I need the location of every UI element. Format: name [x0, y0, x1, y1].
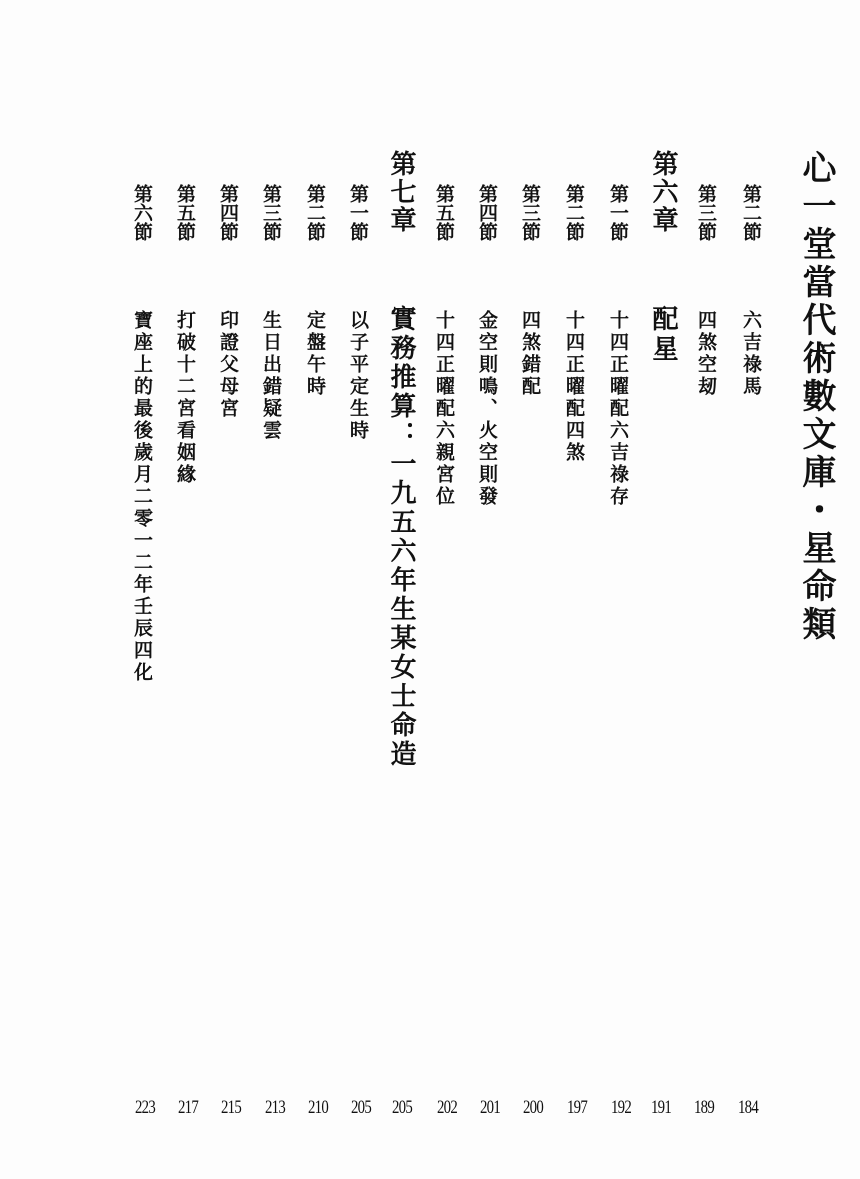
section-title: 以子平定生時	[347, 310, 369, 442]
page-number: 210	[308, 1097, 328, 1118]
chapter-label: 第七章	[386, 150, 416, 234]
page-number: 184	[738, 1097, 758, 1118]
page-number: 217	[178, 1097, 198, 1118]
page-number: 223	[135, 1097, 155, 1118]
section-title: 寶座上的最後歲月二零一二年壬辰四化	[131, 310, 153, 684]
page-number: 215	[221, 1097, 241, 1118]
section-title: 十四正曜配六親宮位	[433, 310, 455, 508]
chapter-title: 實務推算：一九五六年生某女士命造	[386, 305, 416, 769]
section-label: 第四節	[476, 184, 498, 241]
section-title: 四煞空刼	[695, 310, 717, 398]
page-number: 201	[480, 1097, 500, 1118]
section-label: 第一節	[607, 184, 629, 241]
section-title: 打破十二宮看姻緣	[174, 310, 196, 486]
section-label: 第一節	[347, 184, 369, 241]
section-label: 第三節	[695, 184, 717, 241]
section-label: 第三節	[260, 184, 282, 241]
section-label: 第二節	[740, 184, 762, 241]
section-label: 第五節	[174, 184, 196, 241]
section-title: 十四正曜配四煞	[563, 310, 585, 464]
section-label: 第六節	[131, 184, 153, 241]
page-number: 189	[694, 1097, 714, 1118]
section-title: 生日出錯疑雲	[260, 310, 282, 442]
section-title: 金空則鳴、火空則發	[476, 310, 498, 508]
section-title: 十四正曜配六吉祿存	[607, 310, 629, 508]
chapter-label: 第六章	[648, 150, 678, 234]
section-title: 定盤午時	[304, 310, 326, 398]
running-header: 心一堂當代術數文庫・星命類	[796, 150, 836, 644]
section-title: 四煞錯配	[519, 310, 541, 398]
page-number: 197	[567, 1097, 587, 1118]
section-label: 第三節	[519, 184, 541, 241]
page-number: 191	[651, 1097, 671, 1118]
chapter-title: 配星	[648, 305, 678, 365]
section-title: 六吉祿馬	[740, 310, 762, 398]
page-number: 192	[611, 1097, 631, 1118]
page-number: 205	[392, 1097, 412, 1118]
page-number: 205	[351, 1097, 371, 1118]
page-number: 213	[265, 1097, 285, 1118]
section-title: 印證父母宮	[217, 310, 239, 420]
section-label: 第二節	[304, 184, 326, 241]
section-label: 第四節	[217, 184, 239, 241]
section-label: 第二節	[563, 184, 585, 241]
page-number: 200	[523, 1097, 543, 1118]
section-label: 第五節	[433, 184, 455, 241]
page-number: 202	[437, 1097, 457, 1118]
